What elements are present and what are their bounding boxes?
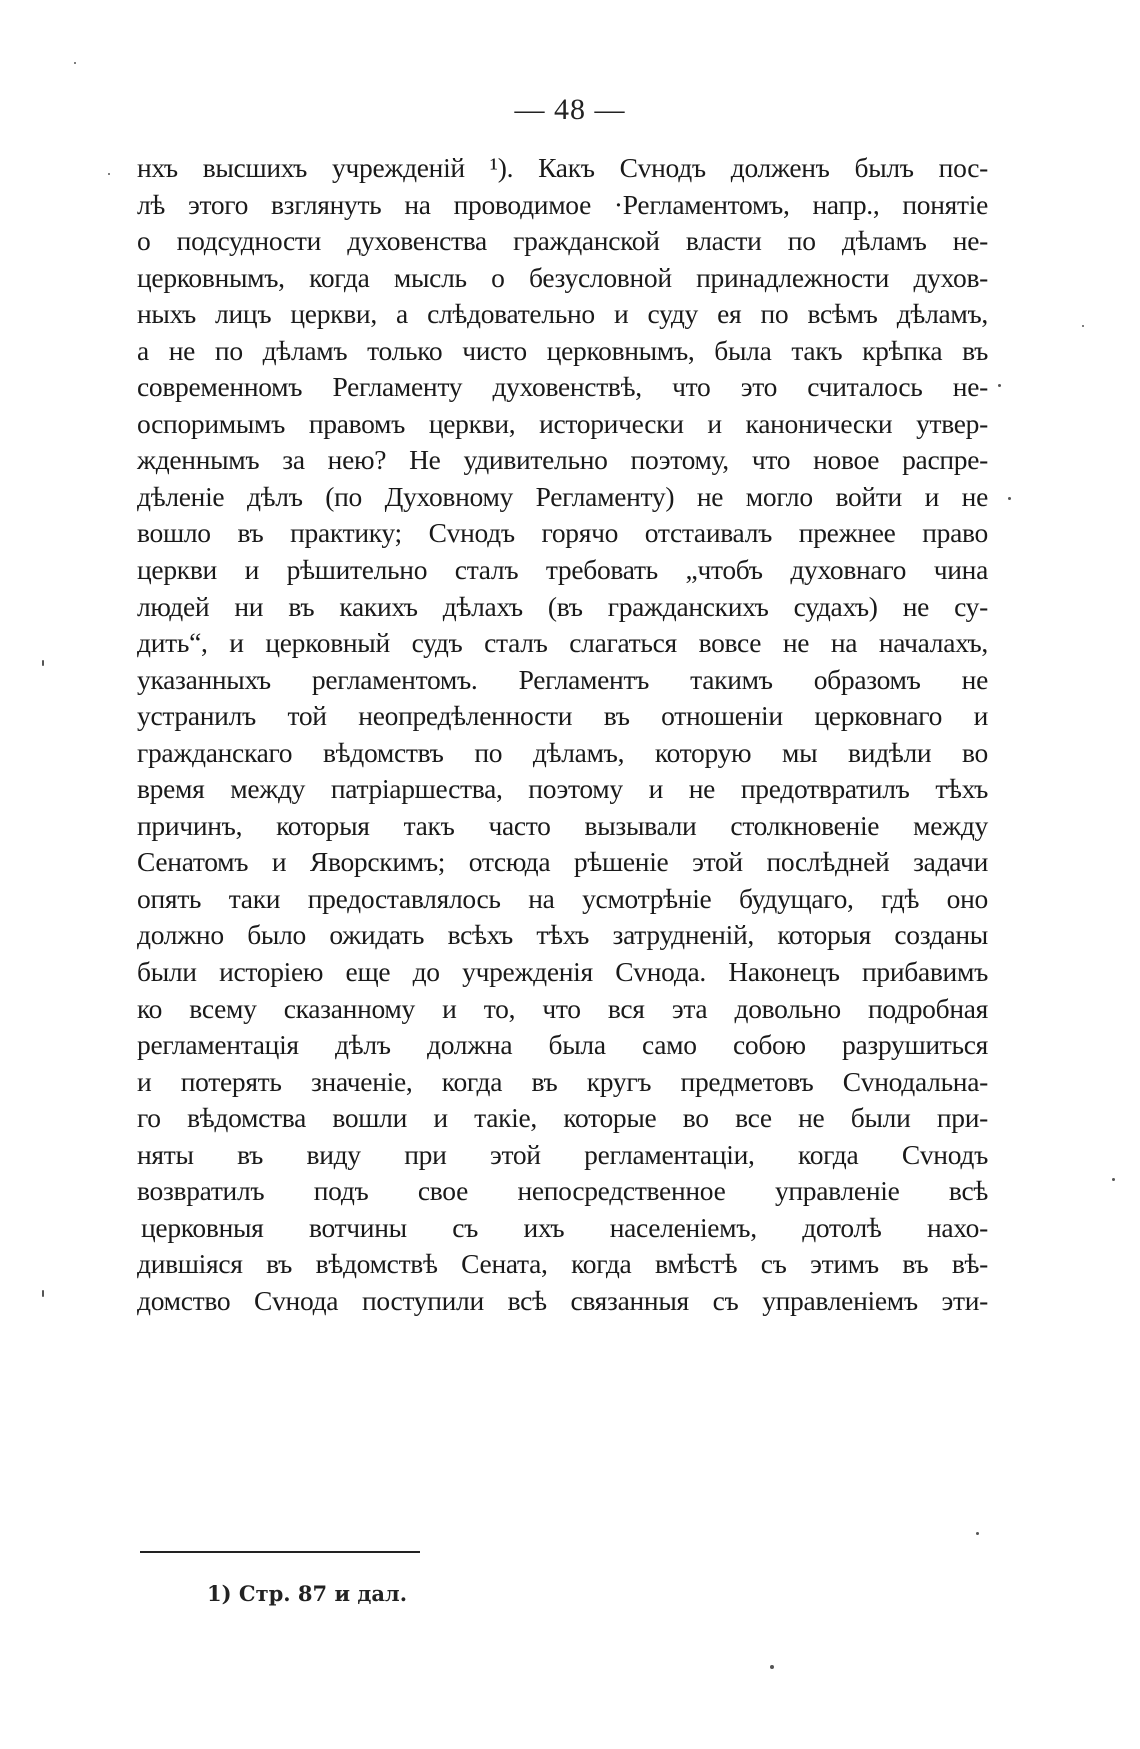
- footnote-marker: 1): [207, 1581, 232, 1606]
- text-line: регламентація дѣлъ должна была само собою разрушиться: [137, 1029, 988, 1061]
- text-line: церкви и рѣшительно сталъ требовать „чтобъ духовнаго чина: [137, 554, 988, 586]
- text-line: причинъ, которыя такъ часто вызывали столкновеніе между: [137, 809, 988, 841]
- text-line: должно было ожидать всѣхъ тѣхъ затрудненій, которыя созданы: [137, 919, 988, 951]
- scan-speck: [976, 1532, 979, 1535]
- text-line: дившіяся въ вѣдомствѣ Сената, когда вмѣстѣ съ этимъ въ вѣ-: [137, 1248, 988, 1280]
- scan-speck: [42, 1290, 44, 1297]
- text-line: ныхъ лицъ церкви, а слѣдовательно и суду ея по всѣмъ дѣламъ,: [137, 298, 988, 330]
- text-line: людей ни въ какихъ дѣлахъ (въ гражданскихъ судахъ) не су-: [137, 590, 988, 622]
- text-line: а не по дѣламъ только чисто церковнымъ, была такъ крѣпка въ: [137, 334, 988, 366]
- text-line: дѣленіе дѣлъ (по Духовному Регламенту) не могло войти и не: [137, 480, 988, 512]
- text-line: возвратилъ подъ свое непосредственное управленіе всѣ: [137, 1175, 988, 1207]
- text-line: были исторіею еще до учрежденія Сvнода. Наконецъ прибавимъ: [137, 956, 988, 988]
- text-line: современномъ Регламенту духовенствѣ, что это считалось не-: [137, 371, 988, 403]
- text-line: нхъ высшихъ учрежденій ¹). Какъ Сvнодъ долженъ былъ пос-: [137, 152, 988, 183]
- scan-speck: [42, 660, 44, 666]
- text-line: и потерять значеніе, когда въ кругъ предметовъ Сvнодальна-: [137, 1065, 988, 1097]
- scan-speck: [108, 173, 110, 175]
- text-line: оспоримымъ правомъ церкви, исторически и канонически утвер-: [137, 407, 988, 439]
- footnote-text: Стр. 87 и дал.: [238, 1581, 408, 1606]
- text-line: дить“, и церковный судъ сталъ слагаться вовсе не на началахъ,: [137, 627, 988, 659]
- footnote-separator: [140, 1551, 420, 1553]
- text-line: время между патріаршества, поэтому и не предотвратилъ тѣхъ: [137, 773, 988, 805]
- text-line: го вѣдомства вошли и такіе, которые во все не были при-: [137, 1102, 988, 1134]
- text-line: Сенатомъ и Яворскимъ; отсюда рѣшеніе этой послѣдней задачи: [137, 846, 988, 878]
- footnote: [207, 1580, 407, 1608]
- text-line: няты въ виду при этой регламентаціи, когда Сvнодъ: [137, 1138, 988, 1170]
- text-line: церковнымъ, когда мысль о безусловной принадлежности духов-: [137, 261, 988, 293]
- text-line: вошло въ практику; Сvнодъ горячо отстаивалъ прежнее право: [137, 517, 988, 549]
- text-line: опять таки предоставлялось на усмотрѣніе будущаго, гдѣ оно: [137, 882, 988, 914]
- scan-speck: [1008, 497, 1011, 500]
- body-text: [137, 150, 988, 1320]
- text-line: о подсудности духовенства гражданской власти по дѣламъ не-: [137, 225, 988, 257]
- page-number: — 48 —: [514, 93, 626, 126]
- text-line: ко всему сказанному и то, что вся эта довольно подробная: [137, 992, 988, 1024]
- text-line: жденнымъ за нею? Не удивительно поэтому, что новое распре-: [137, 444, 988, 476]
- scan-speck: [1112, 1178, 1115, 1181]
- text-line: домство Сvнода поступили всѣ связанныя съ управленіемъ эти-: [137, 1284, 988, 1316]
- text-line: гражданскаго вѣдомствъ по дѣламъ, которую мы видѣли во: [137, 736, 988, 768]
- scan-speck: [1082, 325, 1084, 327]
- scan-speck: [998, 384, 1001, 387]
- text-line: лѣ этого взглянуть на проводимое ·Регламентомъ, напр., понятіе: [137, 188, 988, 220]
- scan-speck: [770, 1665, 774, 1669]
- text-line: указанныхъ регламентомъ. Регламентъ такимъ образомъ не: [137, 663, 988, 695]
- scan-speck: [74, 62, 76, 64]
- text-line: церковныя вотчины съ ихъ населеніемъ, дотолѣ нахо-: [141, 1211, 988, 1243]
- text-line: устранилъ той неопредѣленности въ отношеніи церковнаго и: [137, 700, 988, 732]
